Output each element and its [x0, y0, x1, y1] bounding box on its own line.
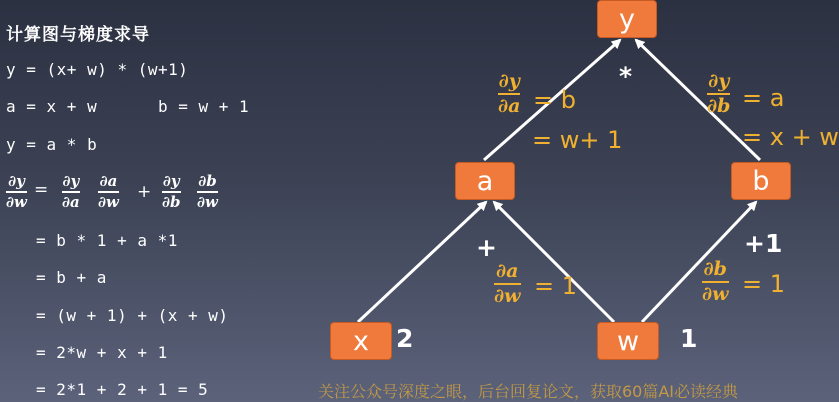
derivation-step-3: = (w + 1) + (x + w): [36, 306, 229, 325]
node-x[interactable]: x: [330, 322, 392, 360]
numerator: ∂a: [496, 260, 519, 282]
node-w[interactable]: w: [597, 322, 659, 360]
gradient-dy-da-value: = b: [533, 86, 576, 114]
plus-operator: +: [476, 233, 497, 262]
derivation-step-2: = b + a: [36, 268, 107, 287]
denominator: ∂w: [197, 192, 218, 211]
numerator: ∂y: [62, 172, 80, 190]
gradient-da-dw-value: = 1: [534, 272, 578, 300]
gradient-da-dw: [494, 262, 521, 306]
denominator: ∂w: [702, 282, 729, 305]
gradient-dy-db-expanded: = x + w: [742, 123, 839, 151]
gradient-dy-da: [498, 72, 520, 116]
gradient-db-dw-value: = 1: [742, 270, 786, 298]
node-y[interactable]: y: [597, 0, 657, 38]
numerator: ∂y: [708, 70, 730, 92]
numerator: ∂a: [99, 172, 118, 190]
denominator: ∂a: [62, 192, 80, 211]
denominator: ∂w: [98, 192, 119, 211]
denominator: ∂b: [162, 192, 181, 211]
numerator: ∂b: [198, 172, 217, 190]
denominator: ∂w: [494, 284, 521, 307]
plus-sign: +: [137, 182, 152, 202]
numerator: ∂b: [703, 258, 727, 280]
denominator: ∂b: [707, 94, 731, 117]
numerator: ∂y: [8, 172, 25, 190]
equation-a-b-definition: a = x + w b = w + 1: [6, 97, 250, 116]
node-b[interactable]: b: [731, 162, 791, 200]
equation-y-product: y = a * b: [6, 135, 98, 154]
gradient-dy-db: [707, 72, 730, 116]
denominator: ∂a: [498, 94, 521, 117]
gradient-db-dw: [702, 260, 729, 304]
numerator: ∂y: [498, 70, 520, 92]
denominator: ∂w: [6, 192, 27, 211]
watermark-text: 关注公众号深度之眼，后台回复论文，获取60篇AI必读经典: [318, 382, 739, 401]
x-value: 2: [396, 324, 414, 353]
multiply-operator: *: [619, 62, 633, 91]
gradient-dy-db-value: = a: [742, 84, 785, 112]
equation-y-definition: y = (x+ w) * (w+1): [6, 60, 189, 79]
node-a[interactable]: a: [455, 162, 515, 200]
equals-sign: =: [34, 180, 49, 200]
w-value: 1: [680, 324, 698, 353]
derivation-step-1: = b * 1 + a *1: [36, 231, 178, 250]
page-title: 计算图与梯度求导: [6, 25, 150, 45]
edge-x-to-a: [358, 202, 486, 322]
derivation-step-5: = 2*1 + 2 + 1 = 5: [36, 380, 209, 399]
gradient-dy-da-expanded: = w+ 1: [532, 126, 623, 154]
plus-one-operator: +1: [744, 229, 783, 258]
numerator: ∂y: [162, 172, 180, 190]
derivation-step-4: = 2*w + x + 1: [36, 343, 168, 362]
edge-w-to-b: [642, 202, 756, 322]
